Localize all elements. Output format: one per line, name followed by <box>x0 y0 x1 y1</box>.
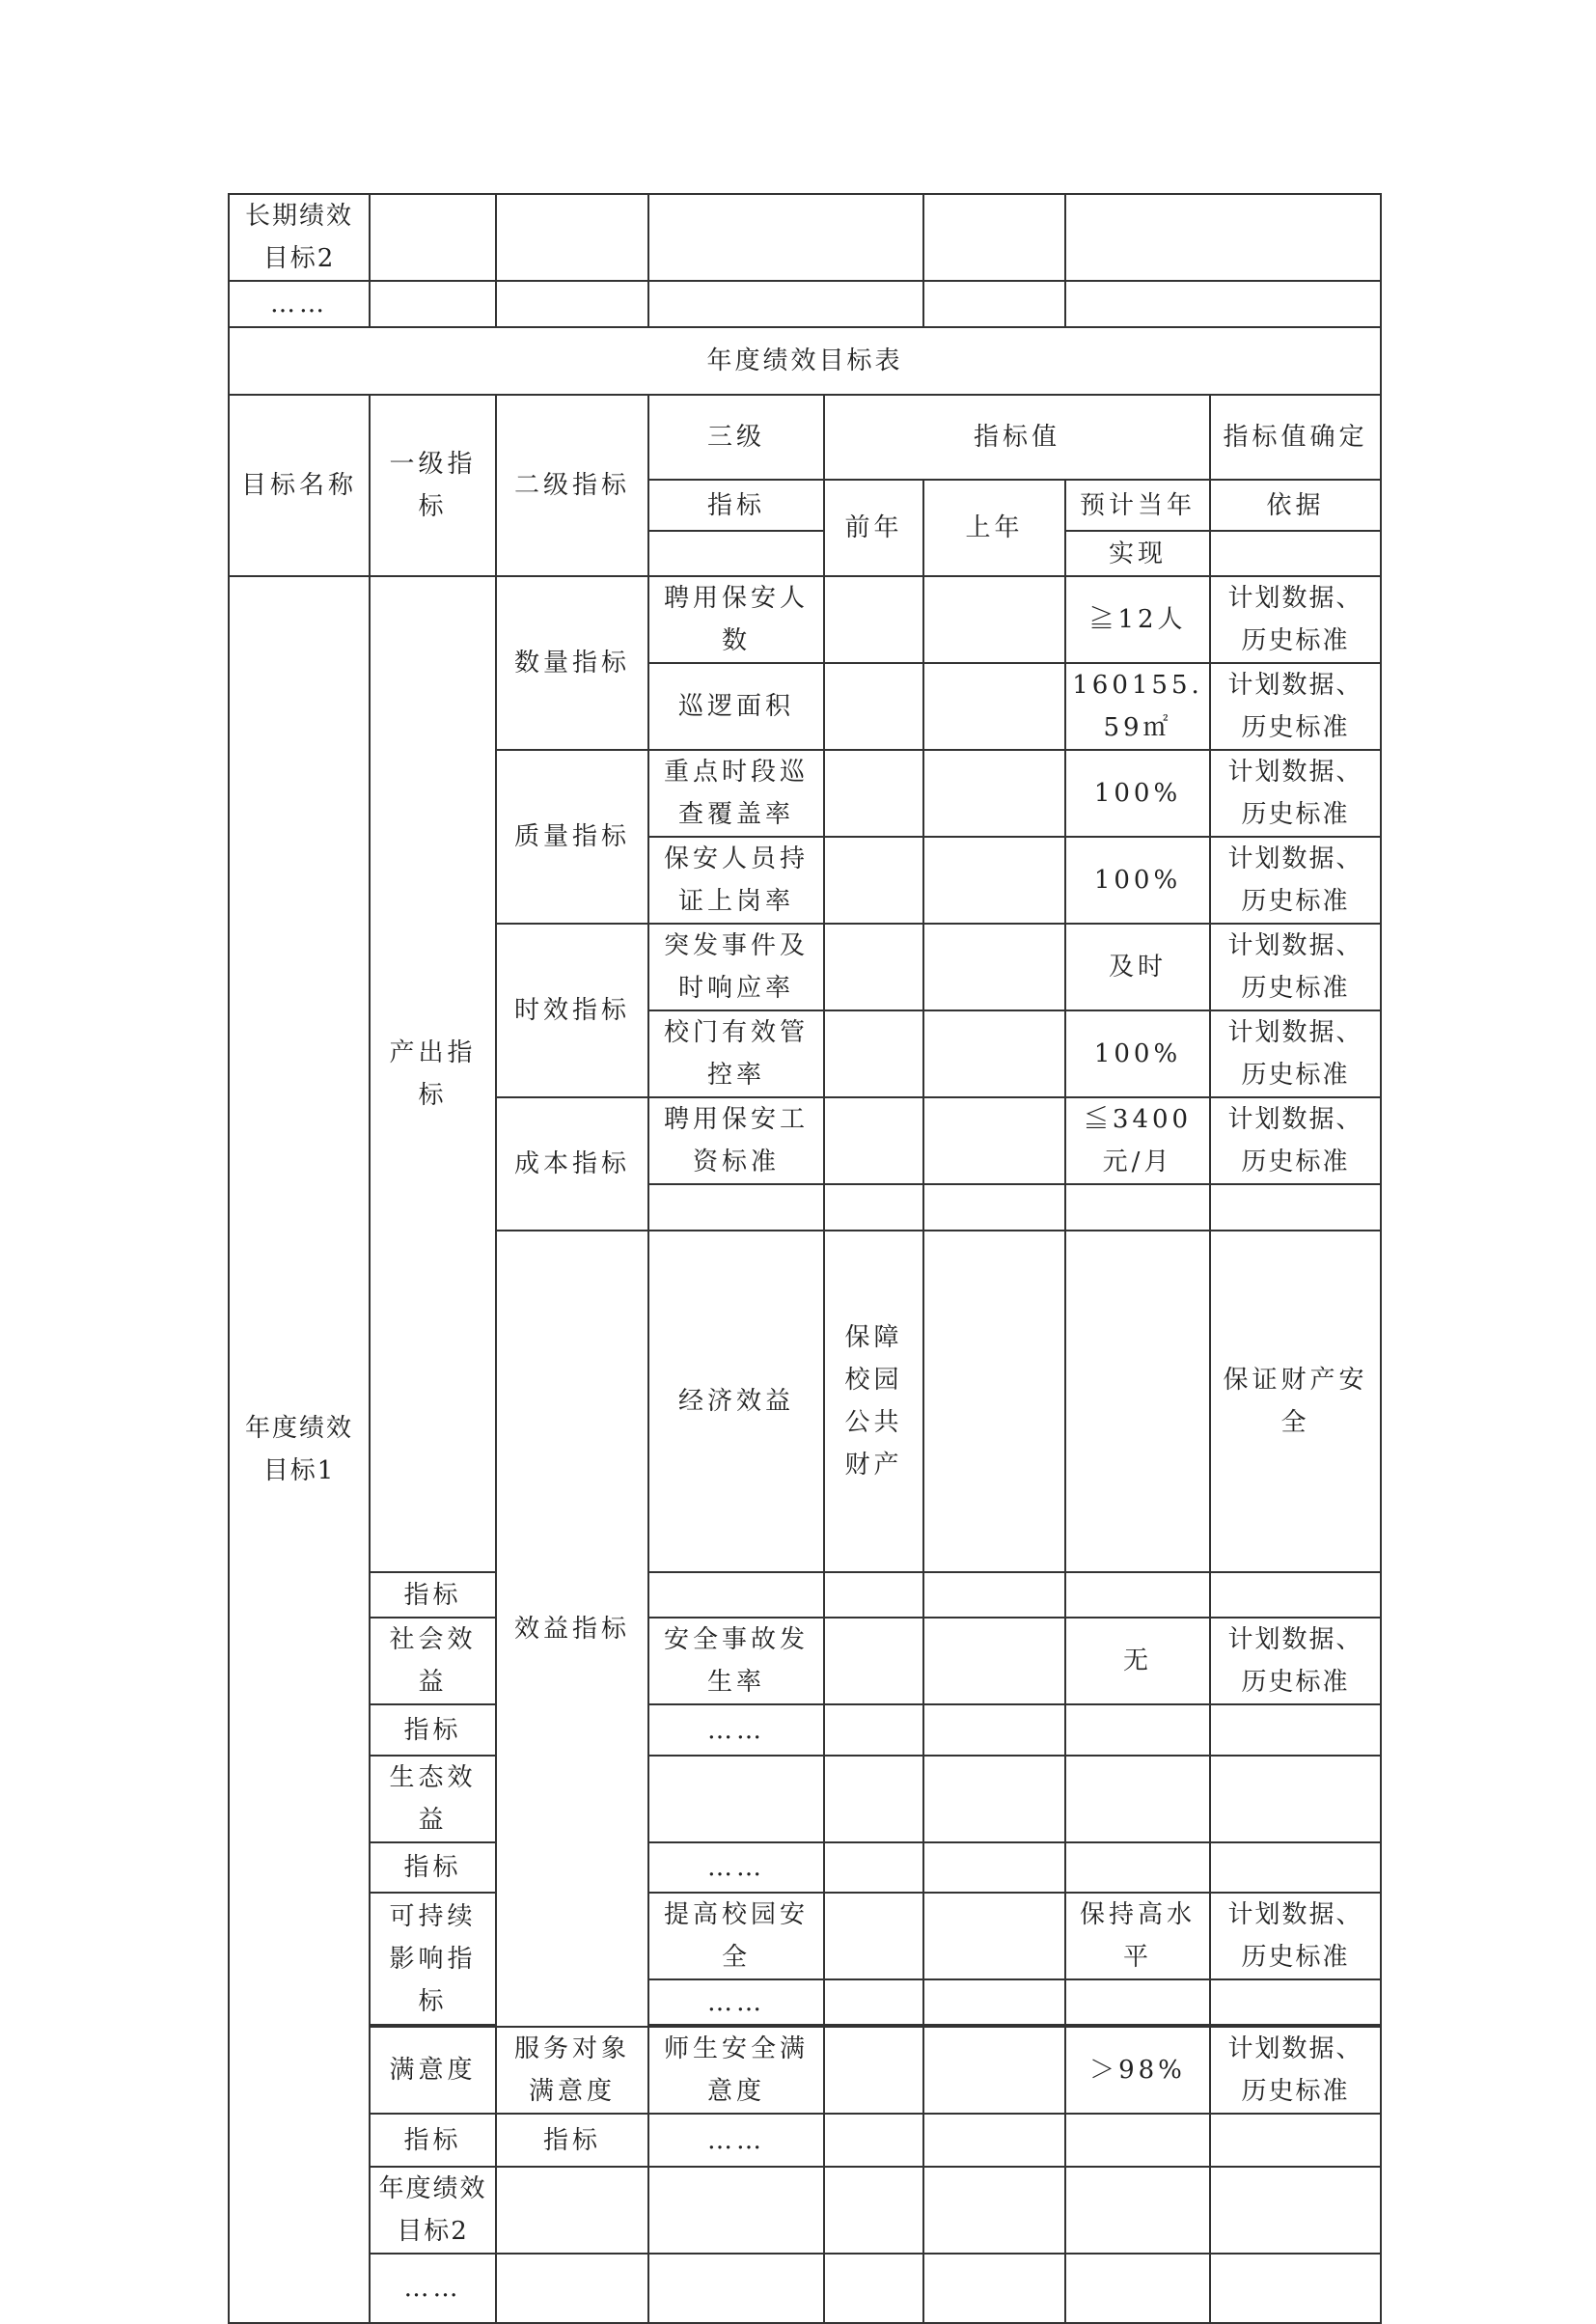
table-row <box>229 1842 1381 1893</box>
indicator-name: 保障校园公共财产 <box>824 1231 923 1572</box>
benefit-indicator-cell: 效益指标 <box>496 1231 648 2027</box>
indicator-basis: 计划数据、历史标准 <box>1210 576 1381 663</box>
header-last-year: 上年 <box>923 480 1065 576</box>
header-level2: 二级指标 <box>496 395 648 576</box>
indicator-basis: 计划数据、历史标准 <box>1210 1097 1381 1184</box>
indicator-basis: 计划数据、历史标准 <box>1210 750 1381 837</box>
indicator-name: …… <box>648 1842 824 1893</box>
indicator-value: 100% <box>1065 1010 1210 1097</box>
indicator-name: 提高校园安全 <box>648 1893 824 1979</box>
economic-benefit-cell: 经济效益 <box>648 1231 824 1572</box>
indicator-name: 聘用保安人数 <box>648 576 824 663</box>
header-expected-b: 实现 <box>1065 531 1210 576</box>
header-level3-a: 三级 <box>648 395 824 480</box>
indicator-value: ≦3400元/月 <box>1065 1097 1210 1184</box>
ellipsis-cell: …… <box>370 2254 496 2323</box>
table-row <box>229 2027 1381 2114</box>
table-row <box>229 281 1381 327</box>
table-row <box>229 1618 1381 1704</box>
table-row <box>229 1893 1381 1979</box>
indicator-name: …… <box>648 2114 824 2167</box>
ecological-benefit-cell: 生态效益 <box>370 1756 496 1842</box>
indicator-name: 保安人员持证上岗率 <box>648 837 824 924</box>
indicator-name: 聘用保安工资标准 <box>648 1097 824 1184</box>
satisfaction-cell: 满意度 <box>370 2027 496 2114</box>
indicator-sub-cell: 指标 <box>370 2114 496 2167</box>
indicator-name: 突发事件及时响应率 <box>648 924 824 1010</box>
indicator-sub-cell: 指标 <box>370 1704 496 1756</box>
indicator-value: 保持高水平 <box>1065 1893 1210 1979</box>
quality-indicator-cell: 质量指标 <box>496 750 648 924</box>
indicator-name: 师生安全满意度 <box>648 2027 824 2114</box>
quantity-indicator-cell: 数量指标 <box>496 576 648 750</box>
indicator-name: 重点时段巡查覆盖率 <box>648 750 824 837</box>
annual-goal-2-cell: 年度绩效目标2 <box>370 2167 496 2254</box>
header-prev-year: 前年 <box>824 480 923 576</box>
indicator-name: …… <box>648 1704 824 1756</box>
indicator-basis: 计划数据、历史标准 <box>1210 1893 1381 1979</box>
table-row <box>229 2254 1381 2323</box>
header-row <box>229 395 1381 480</box>
indicator-basis: 计划数据、历史标准 <box>1210 837 1381 924</box>
indicator-value: 无 <box>1065 1618 1210 1704</box>
indicator-sub-cell: 指标 <box>370 1842 496 1893</box>
indicator-name: 巡逻面积 <box>648 663 824 750</box>
ellipsis-cell: …… <box>229 281 370 327</box>
indicator-name: …… <box>648 1979 824 2025</box>
performance-goal-table <box>228 193 1382 2324</box>
timeliness-indicator-cell: 时效指标 <box>496 924 648 1097</box>
indicator-value: 160155.59㎡ <box>1065 663 1210 750</box>
table-row <box>229 327 1381 395</box>
table-row <box>229 576 1381 663</box>
header-level3-b: 指标 <box>648 480 824 531</box>
output-indicator-cell: 产出指标 <box>370 576 496 1572</box>
table-row <box>229 1756 1381 1842</box>
sustainable-impact-cell: 可持续影响指标 <box>370 1893 496 2025</box>
header-expected-a: 预计当年 <box>1065 480 1210 531</box>
table-row <box>229 2167 1381 2254</box>
table-row <box>229 2114 1381 2167</box>
indicator-basis: 计划数据、历史标准 <box>1210 663 1381 750</box>
annual-goal-1-cell: 年度绩效目标1 <box>229 576 370 2323</box>
table-row <box>229 1572 1381 1618</box>
header-basis-a: 指标值确定 <box>1210 395 1381 480</box>
indicator-value: 及时 <box>1065 924 1210 1010</box>
indicator-value: 100% <box>1065 837 1210 924</box>
header-goal-name: 目标名称 <box>229 395 370 576</box>
indicator-basis: 计划数据、历史标准 <box>1210 1618 1381 1704</box>
table-title: 年度绩效目标表 <box>229 327 1381 395</box>
indicator-value: 保证财产安全 <box>1210 1231 1381 1572</box>
cost-indicator-cell: 成本指标 <box>496 1097 648 1231</box>
service-target-satisfaction-cell: 服务对象满意度 <box>496 2027 648 2114</box>
indicator-basis: 计划数据、历史标准 <box>1210 2027 1381 2114</box>
header-basis-b: 依据 <box>1210 480 1381 531</box>
indicator-name: 校门有效管控率 <box>648 1010 824 1097</box>
header-index-value: 指标值 <box>824 395 1210 480</box>
social-benefit-cell: 社会效益 <box>370 1618 496 1704</box>
table-row <box>229 1704 1381 1756</box>
indicator-value: 100% <box>1065 750 1210 837</box>
indicator-sub-cell: 指标 <box>496 2114 648 2167</box>
indicator-value: ≧12人 <box>1065 576 1210 663</box>
indicator-basis: 计划数据、历史标准 <box>1210 1010 1381 1097</box>
header-level1: 一级指标 <box>370 395 496 576</box>
indicator-sub-cell: 指标 <box>370 1572 496 1618</box>
indicator-name: 安全事故发生率 <box>648 1618 824 1704</box>
table-row <box>229 194 1381 281</box>
indicator-basis: 计划数据、历史标准 <box>1210 924 1381 1010</box>
long-goal-2-cell: 长期绩效目标2 <box>229 194 370 281</box>
indicator-value: ＞98% <box>1065 2027 1210 2114</box>
